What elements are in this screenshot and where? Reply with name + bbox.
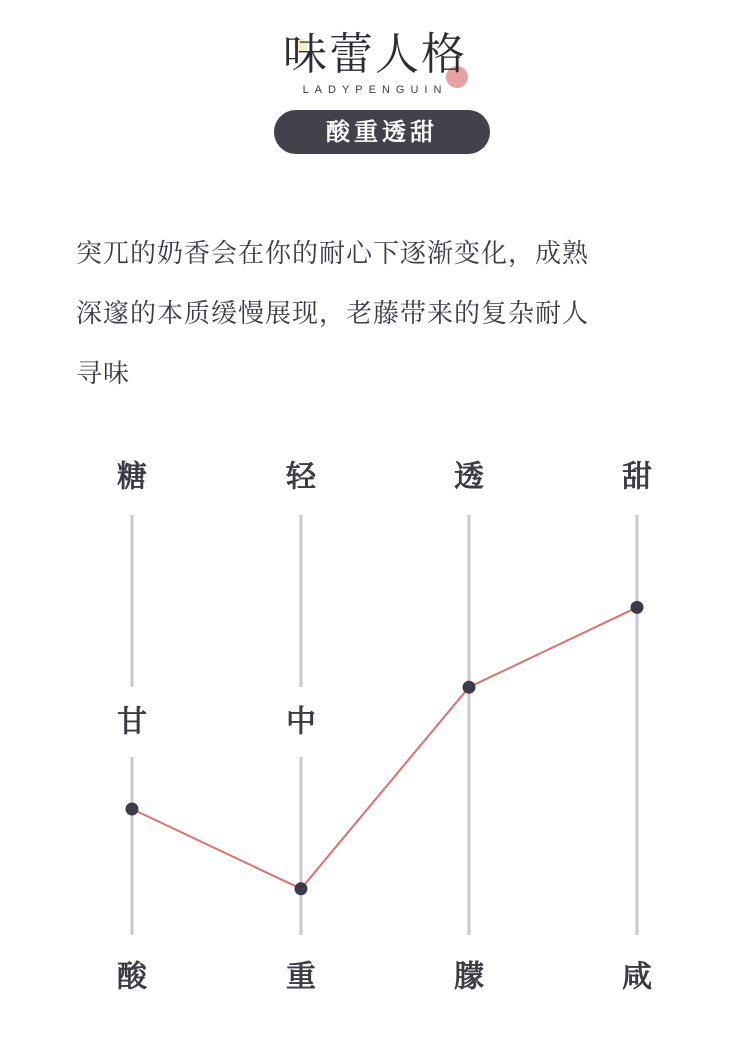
data-point <box>126 803 139 816</box>
axis-bottom-label: 朦 <box>454 959 484 995</box>
axis-mid-label: 中 <box>286 704 316 740</box>
section-title-pill: 酸重透甜 <box>274 110 490 154</box>
axis-top-label: 糖 <box>117 459 147 495</box>
logo-subtitle: LADYPENGUIN <box>302 84 448 96</box>
data-point <box>631 601 644 614</box>
taste-profile-chart <box>0 430 750 1030</box>
logo-title: 味蕾人格 <box>283 29 467 80</box>
brand-logo <box>0 28 750 103</box>
axis-bottom-label: 酸 <box>117 959 147 995</box>
description-line: 深邃的本质缓慢展现，老藤带来的复杂耐人 <box>76 299 590 329</box>
axis-top-label: 甜 <box>622 459 652 495</box>
axis-bottom-label: 重 <box>286 959 316 995</box>
axis-bottom-label: 咸 <box>622 959 652 995</box>
description-line: 突兀的奶香会在你的耐心下逐渐变化，成熟 <box>76 239 590 269</box>
data-point <box>463 681 476 694</box>
series-line <box>132 607 637 888</box>
axis-mid-label: 甘 <box>117 704 147 740</box>
axis-top-label: 透 <box>454 459 484 495</box>
data-point <box>295 882 308 895</box>
description <box>76 224 696 404</box>
description-line: 寻味 <box>76 359 131 389</box>
axis-top-label: 轻 <box>286 459 316 495</box>
